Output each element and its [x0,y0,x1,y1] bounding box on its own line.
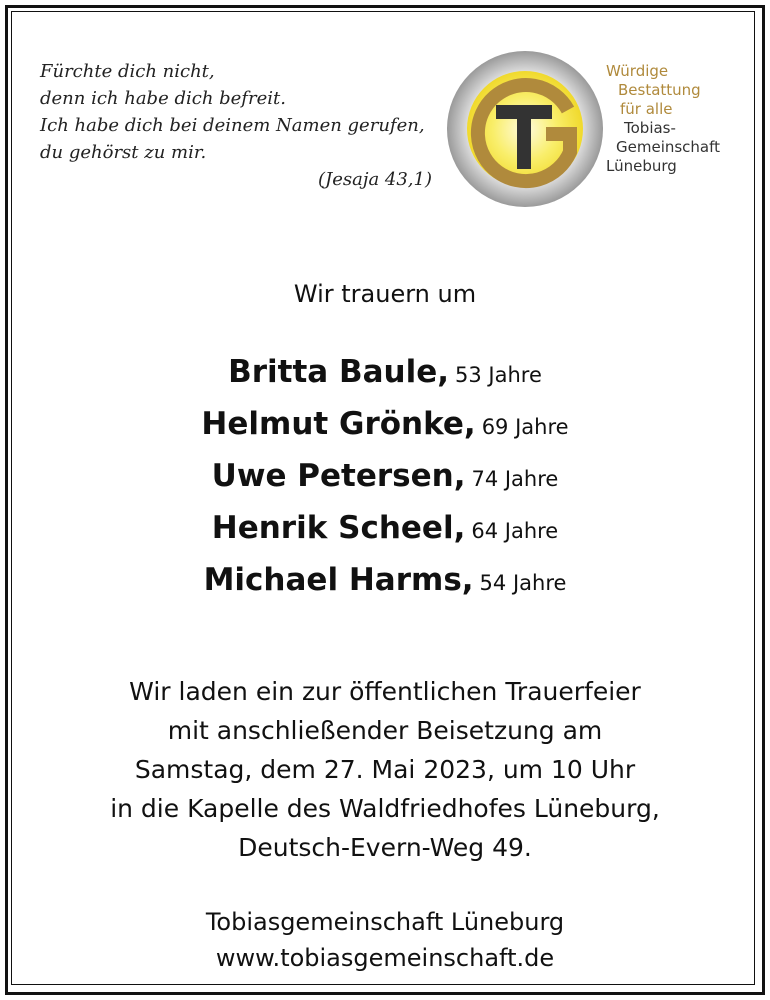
tg-logo-icon [446,50,604,208]
logo-org: Gemeinschaft [616,138,721,156]
quote-source: (Jesaja 43,1) [318,169,432,190]
quote-line: du gehörst zu mir. [40,142,207,163]
deceased-entry [0,554,770,606]
deceased-name: Michael Harms, [203,562,474,598]
deceased-entry [0,502,770,554]
bible-quote [40,58,440,193]
quote-line: Ich habe dich bei deinem Namen gerufen, [40,115,425,136]
deceased-entry [0,346,770,398]
invitation-line: Wir laden ein zur öffentlichen Trauerfeier [129,677,641,706]
deceased-name: Uwe Petersen, [211,458,466,494]
deceased-list [0,346,770,606]
invitation-line: Deutsch-Evern-Weg 49. [238,833,532,862]
deceased-age: 54 Jahre [479,571,567,595]
invitation-line: Samstag, dem 27. Mai 2023, um 10 Uhr [134,755,636,784]
logo-tagline: für alle [620,100,673,118]
logo-tagline: Würdige [606,62,669,80]
invitation-line: mit anschließender Beisetzung am [167,716,603,745]
deceased-age: 69 Jahre [481,415,569,439]
deceased-name: Henrik Scheel, [211,510,466,546]
deceased-entry [0,398,770,450]
deceased-entry [0,450,770,502]
logo-tagline: Bestattung [618,81,701,99]
footer [0,904,770,976]
intro-text: Wir trauern um [293,280,477,308]
deceased-name: Britta Baule, [228,354,450,390]
logo-text [606,62,720,176]
deceased-name: Helmut Grönke, [201,406,476,442]
footer-url: www.tobiasgemeinschaft.de [215,944,555,972]
deceased-age: 64 Jahre [471,519,559,543]
footer-org: Tobiasgemeinschaft Lüneburg [205,908,565,936]
logo-org: Lüneburg [606,157,677,175]
logo-org: Tobias- [624,119,676,137]
quote-line: denn ich habe dich befreit. [40,88,286,109]
invitation-line: in die Kapelle des Waldfriedhofes Lüneburg, [110,794,660,823]
invitation-text [0,672,770,867]
quote-line: Fürchte dich nicht, [40,61,215,82]
deceased-age: 53 Jahre [455,363,542,387]
deceased-age: 74 Jahre [471,467,559,491]
